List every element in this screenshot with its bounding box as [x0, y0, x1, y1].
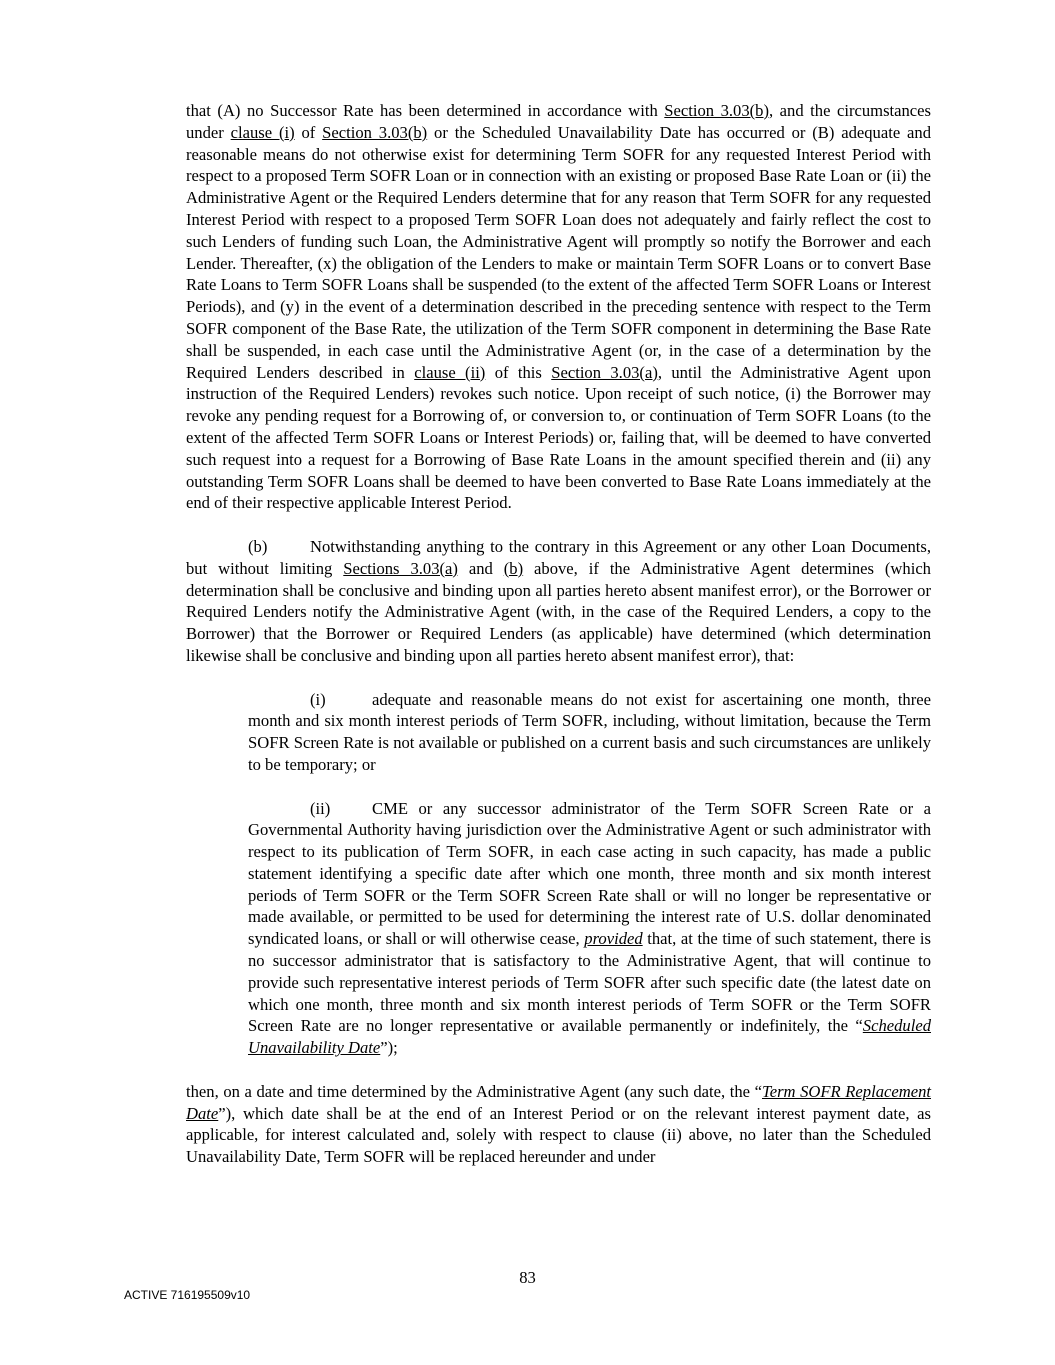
- text-run: adequate and reasonable means do not exist for ascertaining one month, three month and six month interest periods of Term SOFR, including, without limitation, because the Term SOFR Screen Rate is not available or published on a current basis and such circumstances are unlikely to be temporary; or: [248, 689, 931, 774]
- text-run: that, at the time of such statement, there is no successor administrator that is satisfactory to the Administrative Agent, that will continue to provide such representative interest periods of Term SOFR after such specific date (the latest date on which one month, three month and six month interest periods of Term SOFR or the Term SOFR Screen Rate are no longer representative or available permanently or indefinitely, the “: [248, 929, 931, 1036]
- paragraph-gap: [186, 1059, 931, 1081]
- emphasized-term: provided: [584, 929, 643, 949]
- subparagraph-label: (ii): [310, 798, 331, 818]
- paragraph-label: (b): [248, 536, 268, 556]
- text-run: , until the Administrative Agent upon instruction of the Required Lenders) revokes such notice. Upon receipt of such notice, (i) the Borrower may revoke any pending request for a Borrowing of, or conversion to, or continuation of Term SOFR Loans (to the extent of the affected Term SOFR Loans or Interest Periods) or, failing that, will be deemed to have converted such request into a request for a Borrowing of Base Rate Loans in the amount specified therein and (ii) any outstanding Term SOFR Loans shall be deemed to have been converted to Base Rate Loans immediately at the end of their respective applicable Interest Period.: [186, 362, 931, 513]
- subparagraph-ii: [248, 798, 931, 1060]
- clause-reference: clause (i): [230, 122, 295, 142]
- defined-term: Scheduled Unavailability Date: [248, 1016, 931, 1058]
- text-run: Notwithstanding anything to the contrary in this Agreement or any other Loan Documents, but without limiting: [186, 536, 931, 578]
- text-run: ”);: [380, 1038, 398, 1058]
- paragraph-gap: [186, 667, 931, 689]
- document-footer-id: ACTIVE 716195509v10: [124, 1288, 251, 1302]
- clause-reference: clause (ii): [414, 362, 486, 382]
- section-reference: Section 3.03(b): [322, 122, 428, 142]
- text-run: or the Scheduled Unavailability Date has occurred or (B) adequate and reasonable means do not otherwise exist for determining Term SOFR for any requested Interest Period with respect to a proposed Term SOFR Loan or in connection with an existing or proposed Base Rate Loan or (ii) the Administrative Agent or the Required Lenders determine that for any reason that Term SOFR for any requested Interest Period with respect to a proposed Term SOFR Loan does not adequately and fairly reflect the cost to such Lenders of funding such Loan, the Administrative Agent will promptly so notify the Borrower and each Lender. Thereafter, (x) the obligation of the Lenders to make or maintain Term SOFR Loans or to convert Base Rate Loans to Term SOFR Loans shall be suspended (to the extent of the affected Term SOFR Loans or Interest Periods), and (y) in the event of a determination described in the preceding sentence with respect to the Term SOFR component of the Base Rate, the utilization of the Term SOFR component in determining the Base Rate shall be suspended, in each case until the Administrative Agent (or, in the case of a determination by the Required Lenders described in: [186, 122, 932, 382]
- paragraph-gap: [186, 776, 931, 798]
- paragraph-gap: [186, 514, 931, 536]
- section-reference: (b): [503, 558, 524, 578]
- text-run: and: [457, 558, 504, 578]
- text-run: that (A) no Successor Rate has been determined in accordance with: [186, 101, 665, 120]
- text-run: of this: [485, 362, 552, 382]
- paragraph-then: [186, 1081, 931, 1168]
- subparagraph-i: [248, 689, 931, 776]
- text-run: ”), which date shall be at the end of an Interest Period or on the relevant interest payment date, as applicable, for interest calculated and, solely with respect to clause (ii) above, no later than the Scheduled Unavailability Date, Term SOFR will be replaced hereunder and under: [186, 1103, 931, 1167]
- text-run: of: [294, 122, 323, 142]
- section-reference: Sections 3.03(a): [343, 558, 458, 578]
- page-number: 83: [519, 1268, 536, 1287]
- document-body: [186, 100, 931, 1168]
- text-run: CME or any successor administrator of the Term SOFR Screen Rate or a Governmental Authority having jurisdiction over the Administrative Agent or such administrator with respect to its publication of Term SOFR, in each case acting in such capacity, has made a public statement identifying a specific date after which one month, three month and six month interest periods of Term SOFR or the Term SOFR Screen Rate shall or will no longer be representative or made available, or permitted to be used for determining the interest rate of U.S. dollar denominated syndicated loans, or shall or will otherwise cease,: [248, 798, 931, 949]
- paragraph-b: [186, 536, 931, 667]
- text-run: above, if the Administrative Agent determines (which determination shall be conclusive and binding upon all parties hereto absent manifest error), or the Borrower or Required Lenders notify the Administrative Agent (with, in the case of the Required Lenders, a copy to the Borrower) that the Borrower or Required Lenders (as applicable) have determined (which determination likewise shall be conclusive and binding upon all parties hereto absent manifest error), that:: [186, 558, 931, 665]
- text-run: then, on a date and time determined by the Administrative Agent (any such date, the “: [186, 1081, 763, 1101]
- section-reference: Section 3.03(b): [664, 101, 769, 120]
- section-reference: Section 3.03(a): [551, 362, 658, 382]
- paragraph-continuation: [186, 100, 931, 514]
- defined-term: Term SOFR Replacement Date: [186, 1081, 931, 1123]
- text-run: , and the circumstances under: [186, 101, 931, 142]
- subparagraph-label: (i): [310, 689, 326, 709]
